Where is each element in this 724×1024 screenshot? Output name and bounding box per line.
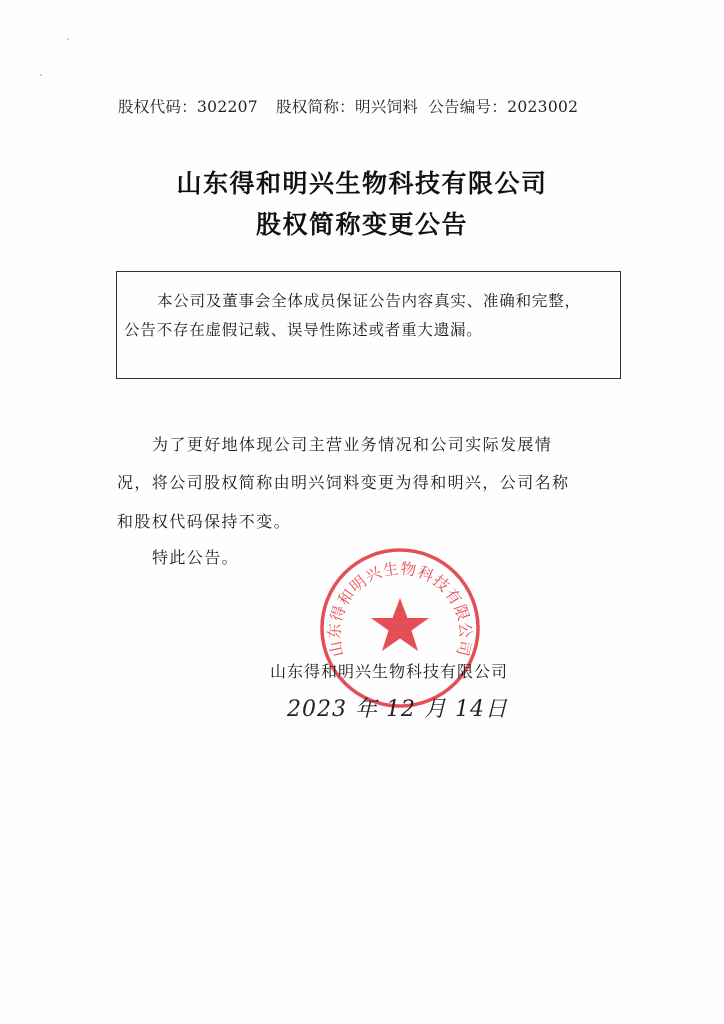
title-company: 山东得和明兴生物科技有限公司	[176, 169, 548, 198]
closing-remark: 特此公告。	[152, 548, 240, 567]
seal-text-path: 山东得和明兴生物科技有限公司	[325, 559, 475, 659]
title-subject: 股权简称变更公告	[255, 210, 468, 239]
scan-speck	[40, 74, 42, 76]
body-paragraph-line: 和股权代码保持不变。	[117, 512, 292, 531]
handwritten-date: 2023 年 12 月 14日	[287, 697, 508, 722]
body-paragraph-line: 况，将公司股权简称由明兴饲料变更为得和明兴，公司名称	[117, 473, 570, 492]
notice-line: 本公司及董事会全体成员保证公告内容真实、准确和完整，	[157, 292, 581, 310]
announcement-number: 公告编号：2023002	[428, 98, 579, 116]
stock-short-name: 股权简称：明兴饲料	[275, 98, 419, 116]
notice-line: 公告不存在虚假记载、误导性陈述或者重大遗漏。	[124, 321, 483, 339]
stock-code: 股权代码：302207	[118, 98, 258, 116]
signature-company: 山东得和明兴生物科技有限公司	[270, 662, 509, 681]
seal-star	[371, 598, 429, 651]
signature-date	[285, 688, 508, 724]
company-seal	[318, 546, 482, 710]
scan-speck	[67, 38, 69, 40]
body-paragraph-line: 为了更好地体现公司主营业务情况和公司实际发展情	[152, 435, 553, 454]
announcement-header	[118, 95, 578, 117]
